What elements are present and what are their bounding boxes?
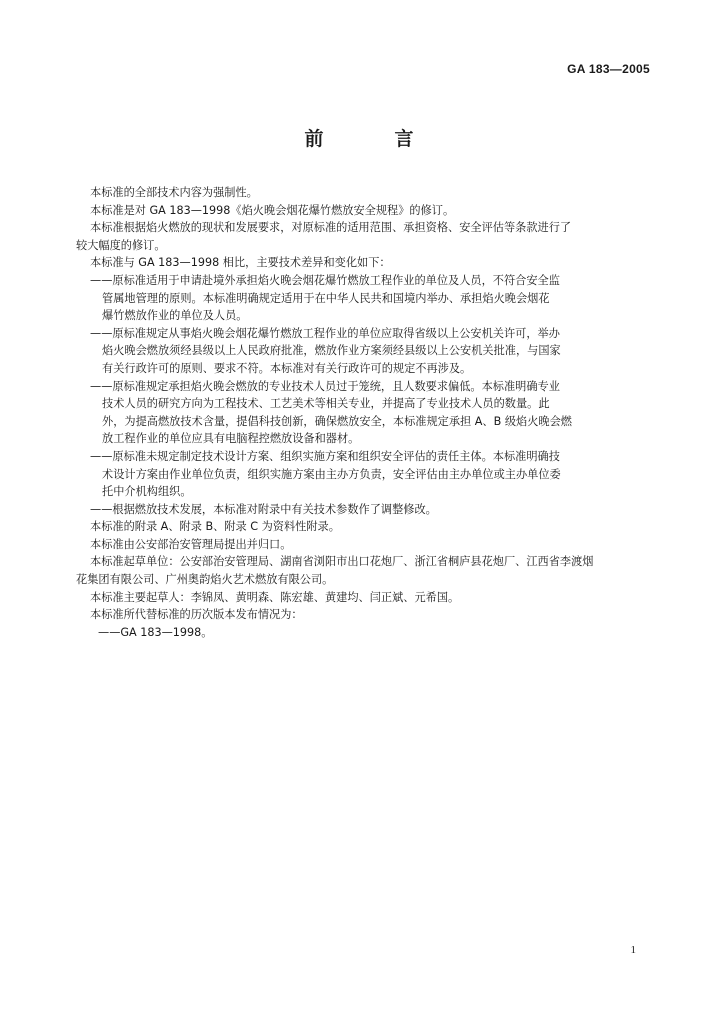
difference-item-1-line2: 管属地管理的原则。本标准明确规定适用于在中华人民共和国境内举办、承担焰火晚会烟花	[102, 291, 550, 305]
difference-item-2-line3: 有关行政许可的原则、要求不符。本标准对有关行政许可的规定不再涉及。	[102, 361, 472, 375]
foreword-body	[76, 184, 660, 641]
difference-item-3-line3: 外，为提高燃放技术含量，提倡科技创新，确保燃放安全，本标准规定承担 A、B 级焰火晚会燃	[102, 414, 572, 428]
paragraph-basis: 本标准根据焰火燃放的现状和发展要求，对原标准的适用范围、承担资格、安全评估等条款进行了	[90, 221, 572, 235]
difference-item-3: ——原标准规定承担焰火晚会燃放的专业技术人员过于笼统，且人数要求偏低。本标准明确专业	[90, 379, 560, 393]
paragraph-mandatory: 本标准的全部技术内容为强制性。	[90, 186, 258, 199]
paragraph-drafting-units: 本标准起草单位：公安部治安管理局、湖南省浏阳市出口花炮厂、浙江省桐庐县花炮厂、江西省李渡烟	[90, 555, 594, 569]
standard-code: GA 183—2005	[567, 62, 650, 76]
difference-item-5: ——根据燃放技术发展，本标准对附录中有关技术参数作了调整修改。	[90, 502, 437, 516]
paragraph-history-intro: 本标准所代替标准的历次版本发布情况为：	[90, 608, 303, 622]
paragraph-basis-cont: 较大幅度的修订。	[76, 238, 166, 252]
difference-item-2-line2: 焰火晚会燃放须经县级以上人民政府批准，燃放作业方案须经县级以上公安机关批准，与国家	[102, 344, 561, 358]
difference-item-1: ——原标准适用于申请赴境外承担焰火晚会烟花爆竹燃放工程作业的单位及人员，不符合安全监	[90, 273, 560, 287]
difference-item-2: ——原标准规定从事焰火晚会烟花爆竹燃放工程作业的单位应取得省级以上公安机关许可，举办	[90, 326, 560, 340]
paragraph-drafters: 本标准主要起草人：李锦凤、黄明森、陈宏雄、黄建均、闫正斌、元希国。	[90, 590, 460, 604]
difference-item-4: ——原标准未规定制定技术设计方案、组织实施方案和组织安全评估的责任主体。本标准明确技	[90, 449, 560, 463]
paragraph-revision: 本标准是对 GA 183—1998《焰火晚会烟花爆竹燃放安全规程》的修订。	[90, 203, 455, 217]
paragraph-appendices: 本标准的附录 A、附录 B、附录 C 为资料性附录。	[90, 520, 340, 534]
history-item: ——GA 183—1998。	[98, 625, 213, 639]
page-title: 前 言	[304, 128, 440, 150]
paragraph-proposer: 本标准由公安部治安管理局提出并归口。	[90, 537, 292, 551]
difference-item-3-line4: 放工程作业的单位应具有电脑程控燃放设备和器材。	[102, 432, 360, 446]
difference-item-3-line2: 技术人员的研究方向为工程技术、工艺美术等相关专业，并提高了专业技术人员的数量。此	[102, 397, 550, 411]
difference-item-4-line2: 术设计方案由作业单位负责，组织实施方案由主办方负责，安全评估由主办单位或主办单位委	[102, 467, 561, 481]
paragraph-drafting-units-cont: 花集团有限公司、广州奥韵焰火艺术燃放有限公司。	[76, 573, 334, 587]
difference-item-1-line3: 爆竹燃放作业的单位及人员。	[102, 309, 248, 323]
page-number: 1	[630, 944, 636, 956]
paragraph-differences-intro: 本标准与 GA 183—1998 相比，主要技术差异和变化如下：	[90, 256, 391, 270]
difference-item-4-line3: 托中介机构组织。	[102, 485, 192, 499]
